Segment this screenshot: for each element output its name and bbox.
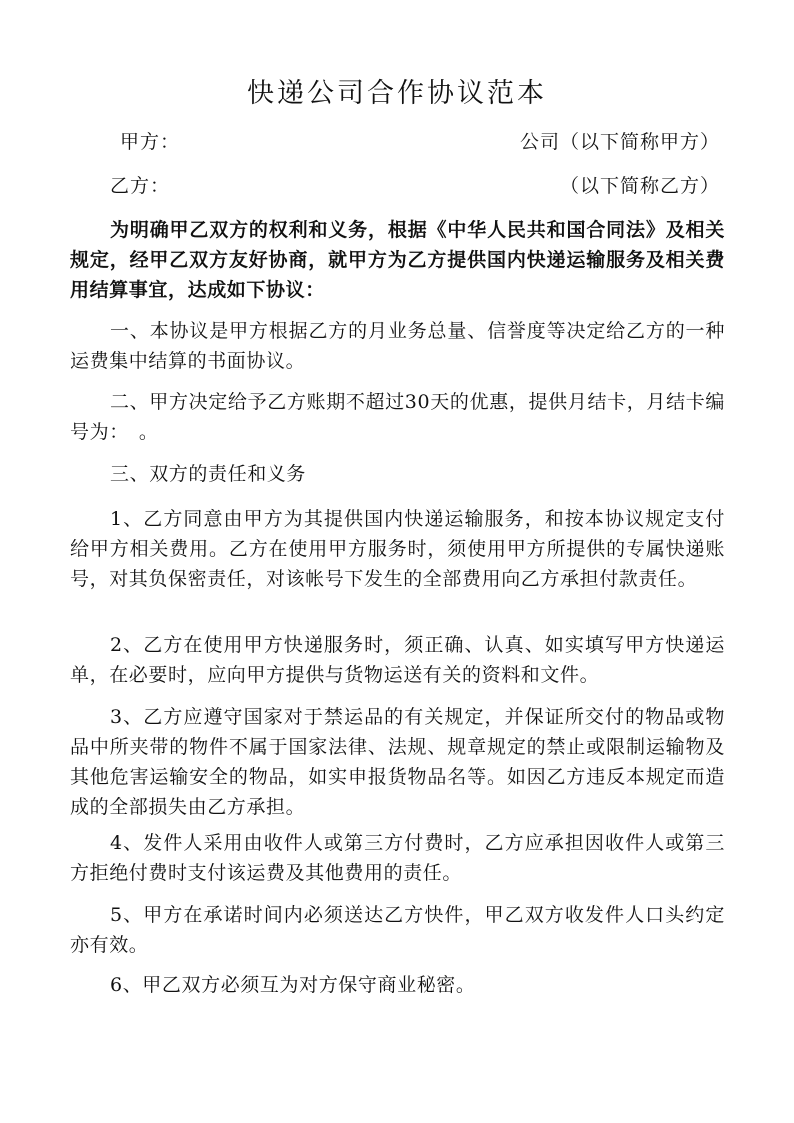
party-b-suffix: （以下简称乙方） [559,175,720,197]
preamble-paragraph: 为明确甲乙双方的权利和义务，根据《中华人民共和国合同法》及相关规定，经甲乙双方友好协商，就甲方为乙方提供国内快递运输服务及相关费用结算事宜，达成如下协议： [70,219,725,301]
clause-1: 一、本协议是甲方根据乙方的月业务总量、信誉度等决定给乙方的一种运费集中结算的书面协议。 [70,320,725,372]
clause-3-item-6: 6、甲乙双方必须互为对方保守商业秘密。 [110,974,476,996]
clause-2: 二、甲方决定给予乙方账期不超过30天的优惠，提供月结卡，月结卡编号为： 。 [70,391,725,443]
clause-3-item-4: 4、发件人采用由收件人或第三方付费时，乙方应承担因收件人或第三方拒绝付费时支付该运费及其他费用的责任。 [70,832,725,884]
party-a-line [70,127,720,157]
party-b-line [70,171,720,201]
clause-3-heading: 三、双方的责任和义务 [110,463,307,485]
clause-3-item-1: 1、乙方同意由甲方为其提供国内快递运输服务，和按本协议规定支付给甲方相关费用。乙方在使用甲方服务时，须使用甲方所提供的专属快递账号，对其负保密责任，对该帐号下发生的全部费用向乙方承担付款责任。 [70,508,725,590]
clause-3-item-2: 2、乙方在使用甲方快递服务时，须正确、认真、如实填写甲方快递运单，在必要时，应向甲方提供与货物运送有关的资料和文件。 [70,634,725,686]
document-title: 快递公司合作协议范本 [247,78,547,109]
party-b-label: 乙方： [110,175,171,197]
party-a-label: 甲方： [120,131,181,153]
clause-3-item-3: 3、乙方应遵守国家对于禁运品的有关规定，并保证所交付的物品或物品中所夹带的物件不属于国家法律、法规、规章规定的禁止或限制运输物及其他危害运输安全的物品，如实申报货物品名等。如因乙方违反本规定而造成的全部损失由乙方承担。 [70,706,725,818]
clause-3-item-5: 5、甲方在承诺时间内必须送达乙方快件，甲乙双方收发件人口头约定亦有效。 [70,904,725,956]
party-a-suffix: 公司（以下简称甲方） [519,131,720,153]
